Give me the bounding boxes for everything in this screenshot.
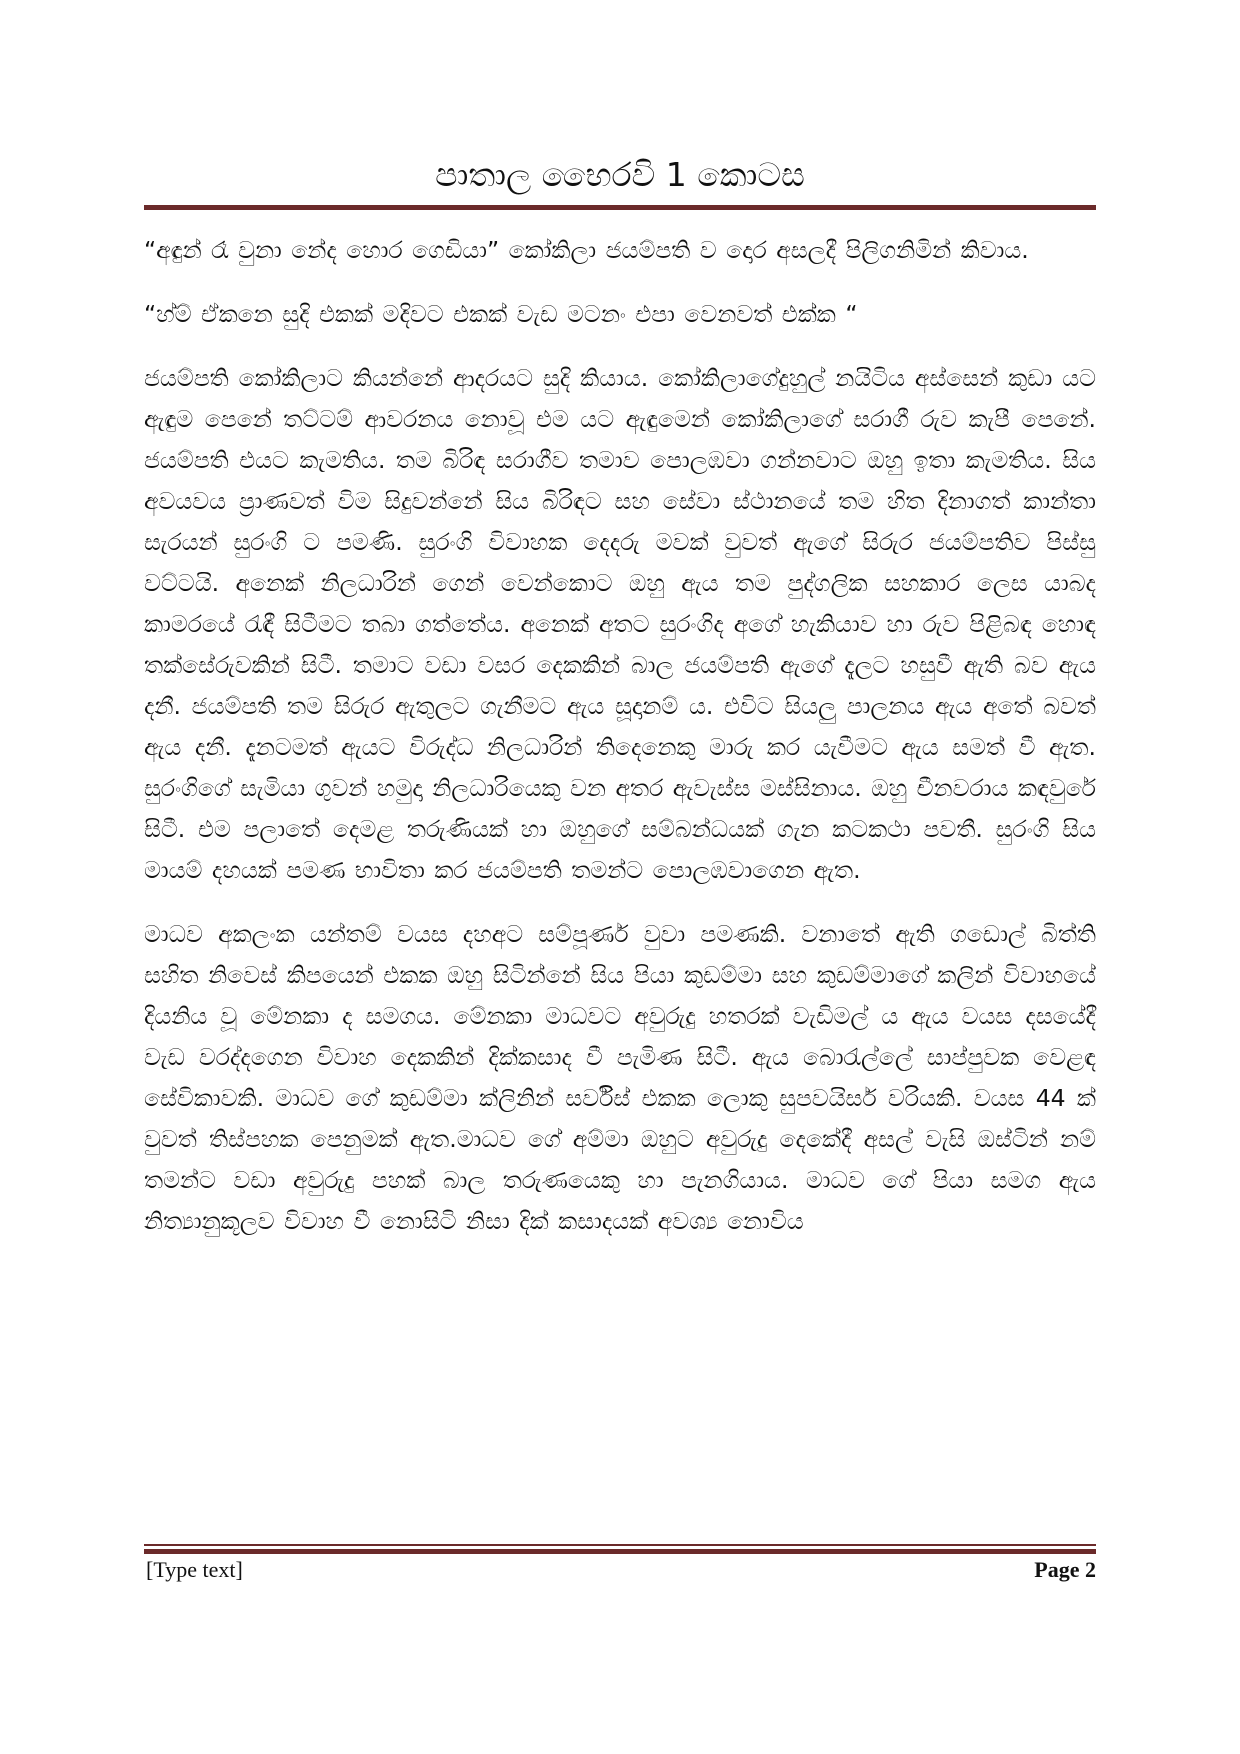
paragraph-3: ජයම්පති කෝකිලාට කියන්නේ ආදරයට සුදි කියාය. කෝකිලාගේදුහුල් නයිටිය අස්සෙන් කුඩා යට ඇඳුම පෙනේ තට්ටම් ආවරනය නොවූ එම යට ඇඳුමෙන් කෝකිලාගේ සරාගී රුව කැපී පෙනේ. ජයම්පති එයට කැමතිය. තම බිරිඳ සරාගීව තමාව පොලඹවා ගන්නවාට ඔහු ඉතා කැමතිය. සිය අවයවය ප්‍රාණවත් විම සිදුවන්නේ සිය බිරිඳට සහ සේවා ස්ථානයේ තම හිත දිනාගත් කාන්තා සැරයන් සුරංගි ට පමණි. සුරංගි විවාහක දෙදරු මවක් වුවත් ඇගේ සිරුර ජයම්පතිව පිස්සු වට්ටයි. අනෙක් නිලධාරින් ගෙන් වෙන්කොට ඔහු ඇය තම පුද්ගලික සහකාර ලෙස යාබද කාමරයේ රැඳී සිටීමට තබා ගත්තේය. අනෙක් අතට සුරංගිද අගේ හැකියාව හා රුව පිළිබඳ හොඳ තක්සේරුවකින් සිටී. තමාට වඩා වසර දෙකකින් බාල ජයම්පති ඇගේ දැලට හසුවී ඇති බව ඇය දනී. ජයම්පති තම සිරුර ඇතුලට ගැනීමට ඇය සූදානම් ය. එවිට සියලු පාලනය ඇය අතේ බවත් ඇය දනී. දැනටමත් ඇයට විරුද්ධ නිලධාරින් තිදෙනෙකු මාරු කර යැවීමට ඇය සමත් වී ඇත. සුරංගිගේ සැමියා ගුවන් හමුදා නිලධාරියෙකු වන අතර ඇවැස්ස මස්සිනාය. ඔහු චීනවරාය කඳවුරේ සිටී. එම පලාතේ දෙමළ තරුණියක් හා ඔහුගේ සම්බන්ධයක් ගැන කටකථා පවතී. සුරංගි සිය මායම් දහයක් පමණ භාවිතා කර ජයම්පති තමන්ට පොලඹවාගෙන ඇත. [144,364,1096,884]
paragraph-4: මාධව අකලංක යන්තම් වයස දහඅට සම්පූර්ණ වුවා පමණකි. වනාතේ ඇති ගඩොල් බිත්ති සහිත නිවෙස් කිපයෙන් එකක ඔහු සිටින්නේ සිය පියා කුඩම්මා සහ කුඩම්මාගේ කලින් විවාහයේ දියනිය වූ මේනකා ද සමගය. මේනකා මාධවට අවුරුදු හතරක් වැඩිමල් ය ඇය වයස දසයේදී වැඩ වරද්දගෙන විවාහ දෙකකින් දික්කසාද වී පැමිණ සිටී. ඇය බොරැල්ලේ සාප්පුවක වෙළඳ සේවිකාවකි. මාධව ගේ කුඩම්මා ක්ලිනින් සර්විස් එකක ලොකු සුපවයිසර් වරියකි. වයස 44 ක් වුවත් තිස්පහක පෙනුමක් ඇත.මාධව ගේ අම්මා ඔහුට අවුරුදු දෙකේදී අසල් වැසි ඔස්ටින් නම් තමන්ට වඩා අවුරුදු පහක් බාල තරුණයෙකු හා පැනගියාය. මාධව ගේ පියා සමග ඇය නිත්‍යානුකූලව විවාහ වී නොසිටි නිසා දික් කසාදයක් අවශ්‍ය නොවිය [144,920,1096,1235]
paragraph-2: “හ්ම් ඒකනෙ සුදි එකක් මදිවට එකක් වැඩ මටනං එපා වෙනවත් එක්ක “ [144,300,858,328]
footer-rule-top [144,1544,1096,1546]
header-rule [144,205,1096,210]
page-title: පාතාල භෛරවි 1 කොටස [435,155,805,194]
footer-rule-bottom [144,1549,1096,1554]
paragraph-1: “අඳුන් රෑ වුනා නේද හොර ගෙඩියා” කෝකිලා ජයම්පති ව දොර අසලදී පිලිගනිමින් කිවාය. [144,236,1029,264]
page-number: Page 2 [1034,1557,1096,1582]
body-text [144,230,1096,1265]
footer-placeholder-text: [Type text] [146,1557,243,1582]
